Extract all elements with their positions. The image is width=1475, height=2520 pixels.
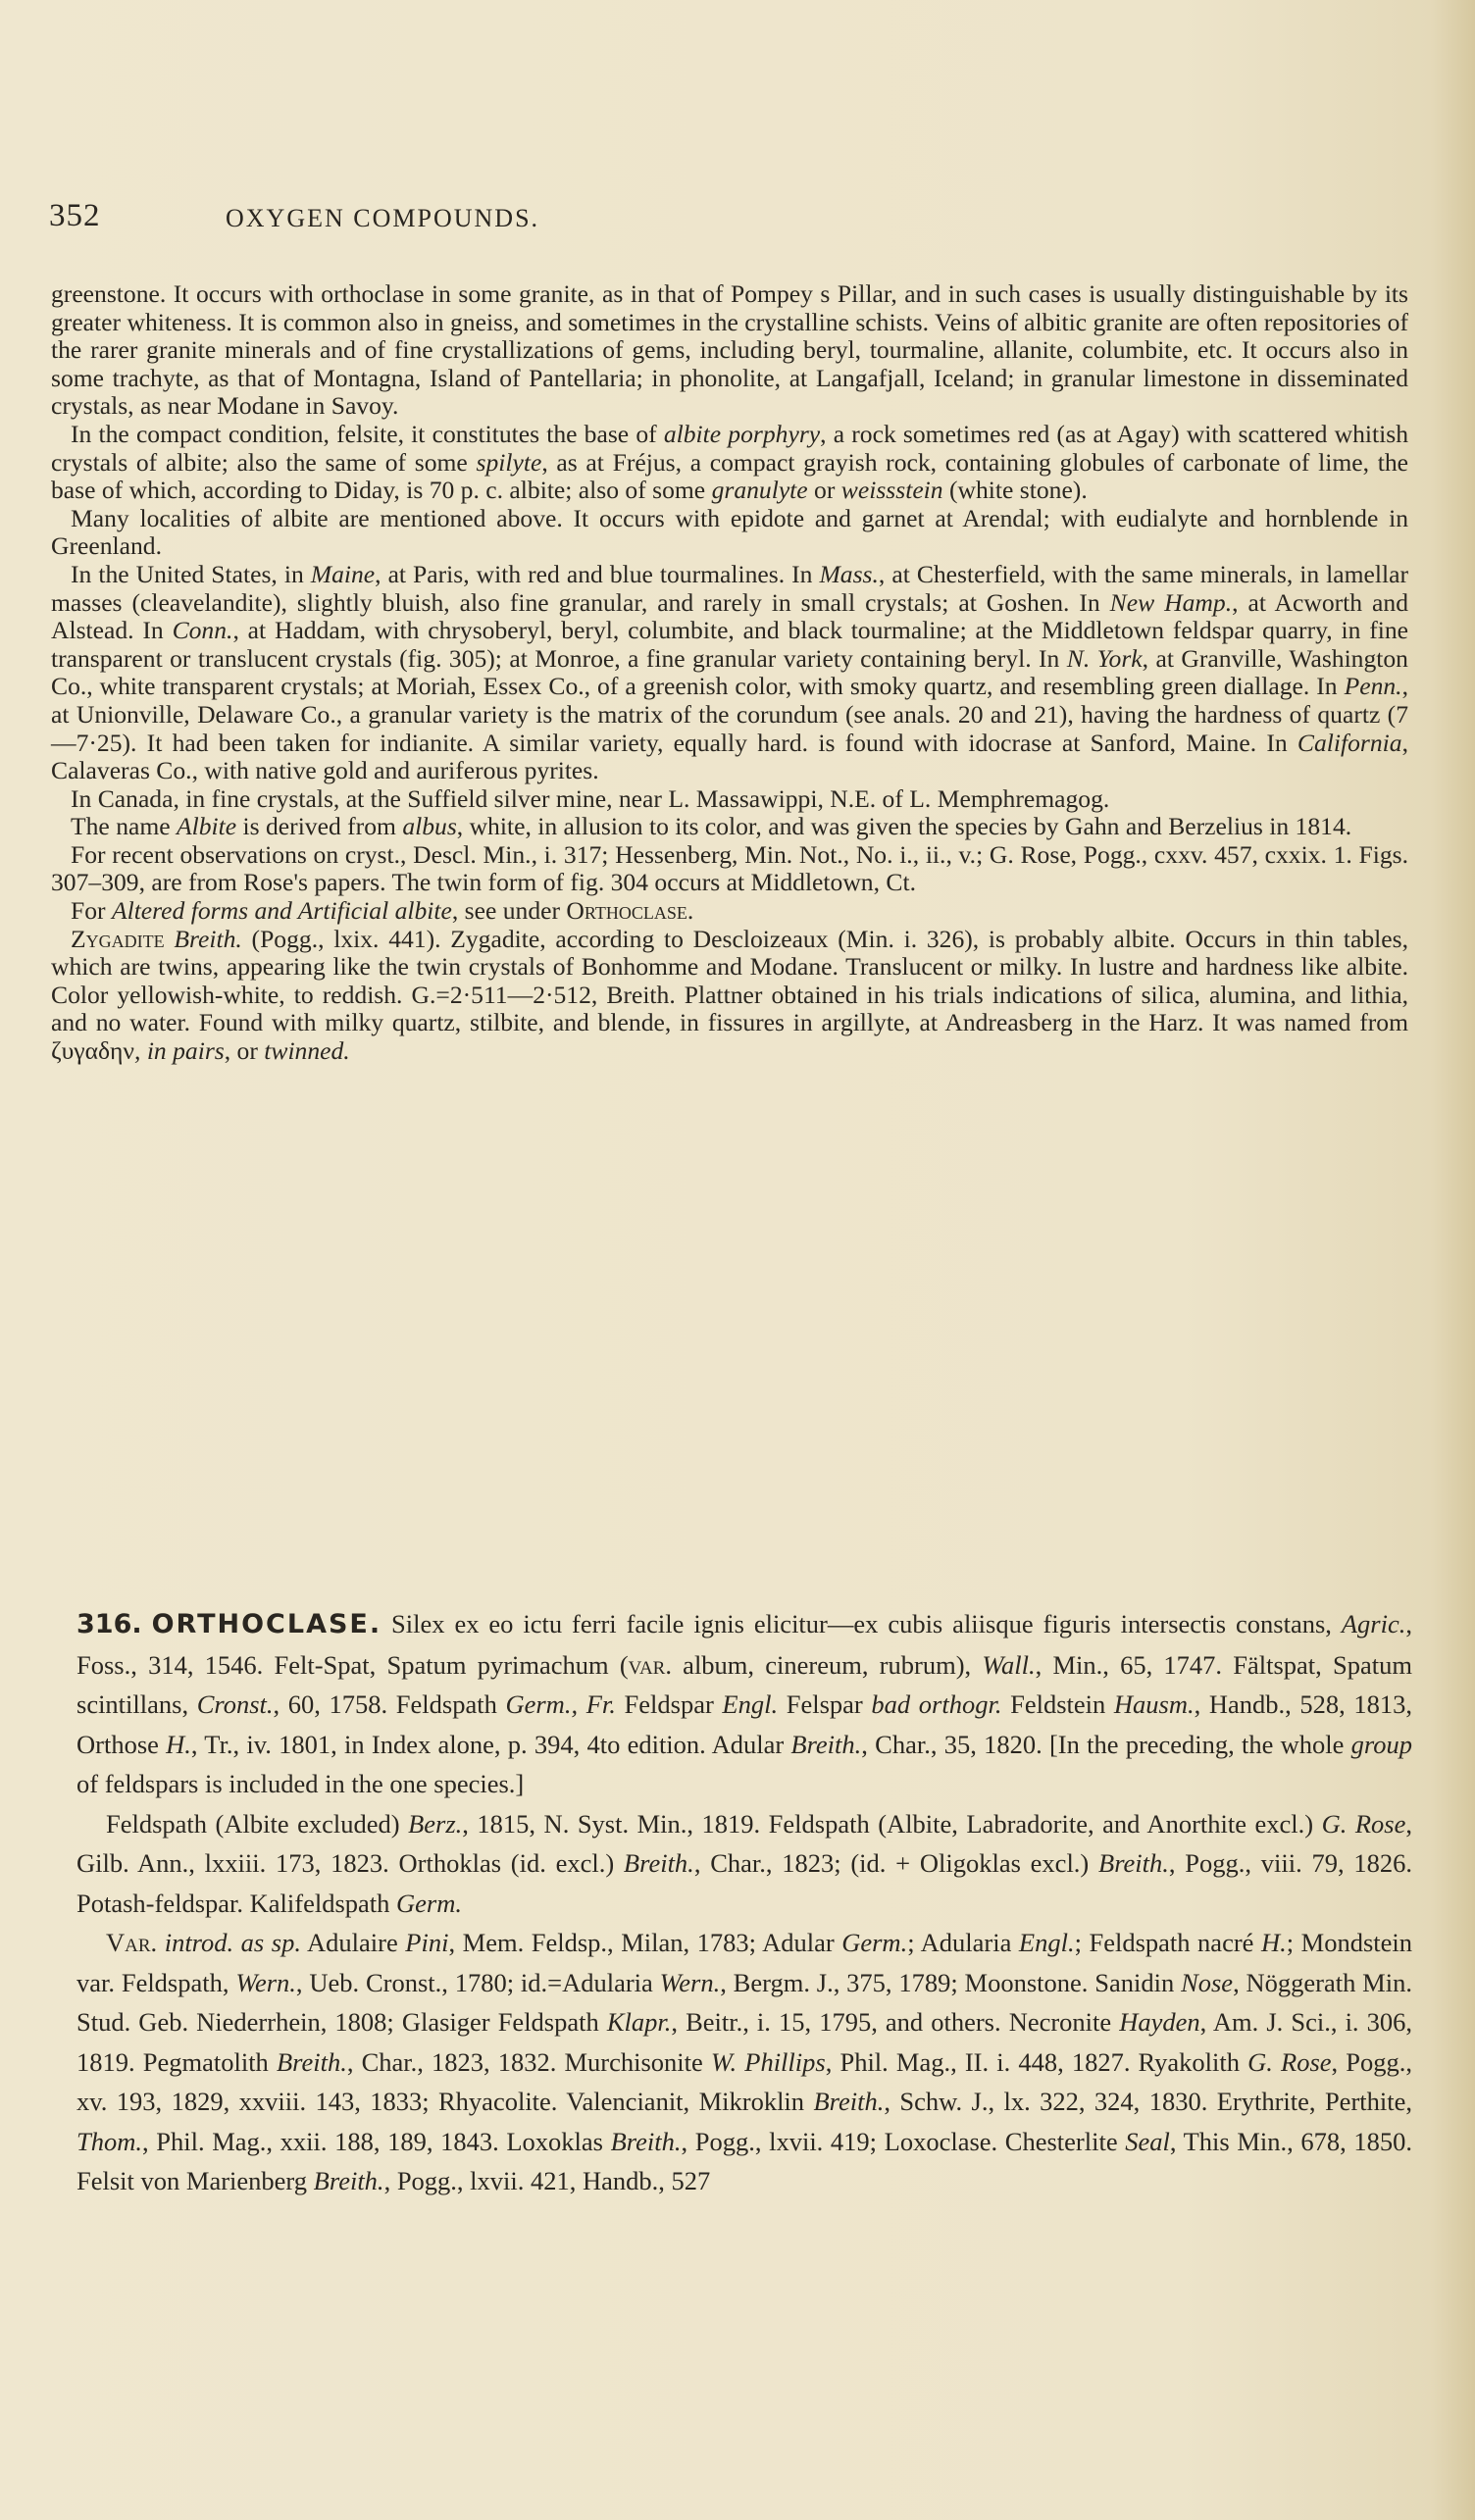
- albite-text-block: [51, 280, 1408, 1066]
- paragraph-occurrence: greenstone. It occurs with orthoclase in some granite, as in that of Pompey s Pillar, and in such cases is usually distinguishable by its greater whiteness. It is common also in gneiss, and sometimes in the crystalline schists. Veins of albitic granite are often repositories of the rarer granite minerals and of fine crystallizations of gems, including beryl, tourmaline, allanite, columbite, etc. It occurs also in some trachyte, as that of Montagna, Island of Pantellaria; in phonolite, at Langafjall, Iceland; in granular limestone in disseminated crystals, as near Modane in Savoy.: [51, 279, 1408, 421]
- paragraph-altered-forms: For Altered forms and Artificial albite, see under Orthoclase.: [71, 896, 694, 926]
- paragraph-zygadite: Zygadite Breith. (Pogg., lxix. 441). Zygadite, according to Descloizeaux (Min. i. 326), is probably albite. Occurs in thin tables, which are twins, appearing like the twin crystals of Bonhomme and Modane. Translucent or milky. In lustre and hardness like albite. Color yellowish-white, to reddish. G.=2·511—2·512, Breith. Plattner obtained in his trials indications of silica, alumina, and lithia, and no water. Found with milky quartz, stilbite, and blende, in fissures in argillyte, at Andreasberg in the Harz. It was named from ζυγαδην, in pairs, or twinned.: [51, 924, 1408, 1066]
- paragraph-united-states: In the United States, in Maine, at Paris, with red and blue tourmalines. In Mass., at Chesterfield, with the same minerals, in lamellar masses (cleavelandite), slightly bluish, also fine granular, and rarely in small crystals; at Goshen. In New Hamp., at Acworth and Alstead. In Conn., at Haddam, with chrysoberyl, beryl, columbite, and black tourmaline; at the Middletown feldspar quarry, in fine transparent or translucent crystals (fig. 305); at Monroe, a fine granular variety containing beryl. In N. York, at Granville, Washington Co., white transparent crystals; at Moriah, Essex Co., of a greenish color, with smoky quartz, and resembling green diallage. In Penn., at Unionville, Delaware Co., a granular variety is the matrix of the corundum (see anals. 20 and 21), having the hardness of quartz (7—7·25). It had been taken for indianite. A similar variety, equally hard. is found with idocrase at Sanford, Maine. In California, Calaveras Co., with native gold and auriferous pyrites.: [51, 559, 1409, 785]
- orthoclase-section: [76, 1604, 1412, 2201]
- paragraph-compact-condition: In the compact condition, felsite, it constitutes the base of albite porphyry, a rock sometimes red (as at Agay) with scattered whitish crystals of albite; also the same of some spilyte, as at Fréjus, a compact grayish rock, containing globules of carbonate of lime, the base of which, according to Diday, is 70 p. c. albite; also of some granulyte or weissstein (white stone).: [51, 419, 1408, 505]
- paragraph-name-origin: The name Albite is derived from albus, white, in allusion to its color, and was given the species by Gahn and Berzelius in 1814.: [71, 812, 1352, 841]
- paragraph-recent-observations: For recent observations on cryst., Descl. Min., i. 317; Hessenberg, Min. Not., No. i., ii., v.; G. Rose, Pogg., cxxv. 457, cxxix. 1. Figs. 307–309, are from Rose's papers. The twin form of fig. 304 occurs at Middletown, Ct.: [51, 839, 1408, 897]
- paragraph-canada: In Canada, in fine crystals, at the Suffield silver mine, near L. Massawippi, N.E. of L. Memphremagog.: [71, 783, 1110, 813]
- orthoclase-synonymy: 316. ORTHOCLASE. Silex ex eo ictu ferri facile ignis elicitur—ex cubis aliisque figuris intersectis constans, Agric., Foss., 314, 1546. Felt-Spat, Spatum pyrimachum (var. album, cinereum, rubrum), Wall., Min., 65, 1747. Fältspat, Spatum scintillans, Cronst., 60, 1758. Feldspath Germ., Fr. Feldspar Engl. Felspar bad orthogr. Feldstein Hausm., Handb., 528, 1813, Orthose H., Tr., iv. 1801, in Index alone, p. 394, 4to edition. Adular Breith., Char., 35, 1820. [In the preceding, the whole group of feldspars is included in the one species.]: [76, 1609, 1412, 1798]
- paragraph-localities: Many localities of albite are mentioned above. It occurs with epidote and garnet at Arendal; with eudialyte and hornblende in Greenland.: [51, 503, 1408, 561]
- section-title: ORTHOCLASE.: [151, 1609, 382, 1639]
- orthoclase-varieties: Var. introd. as sp. Adulaire Pini, Mem. Feldsp., Milan, 1783; Adular Germ.; Adularia Engl.; Feldspath nacré H.; Mondstein var. Feldspath, Wern., Ueb. Cronst., 1780; id.=Adularia Wern., Bergm. J., 375, 1789; Moonstone. Sanidin Nose, Nöggerath Min. Stud. Geb. Niederrhein, 1808; Glasiger Feldspath Klapr., Beitr., i. 15, 1795, and others. Necronite Hayden, Am. J. Sci., i. 306, 1819. Pegmatolith Breith., Char., 1823, 1832. Murchisonite W. Phillips, Phil. Mag., II. i. 448, 1827. Ryakolith G. Rose, Pogg., xv. 193, 1829, xxviii. 143, 1833; Rhyacolite. Valencianit, Mikroklin Breith., Schw. J., lx. 322, 324, 1830. Erythrite, Perthite, Thom., Phil. Mag., xxii. 188, 189, 1843. Loxoklas Breith., Pogg., lxvii. 419; Loxoclase. Chesterlite Seal, This Min., 678, 1850. Felsit von Marienberg Breith., Pogg., lxvii. 421, Handb., 527: [76, 1928, 1413, 2195]
- running-head: OXYGEN COMPOUNDS.: [226, 204, 540, 232]
- section-number: 316.: [76, 1609, 142, 1639]
- orthoclase-feldspath-synonyms: Feldspath (Albite excluded) Berz., 1815, N. Syst. Min., 1819. Feldspath (Albite, Labradorite, and Anorthite excl.) G. Rose, Gilb. Ann., lxxiii. 173, 1823. Orthoklas (id. excl.) Breith., Char., 1823; (id. + Oligoklas excl.) Breith., Pogg., viii. 79, 1826. Potash-feldspar. Kalifeldspath Germ.: [76, 1808, 1412, 1918]
- page-number: 352: [49, 198, 101, 233]
- page-header: [49, 198, 1422, 241]
